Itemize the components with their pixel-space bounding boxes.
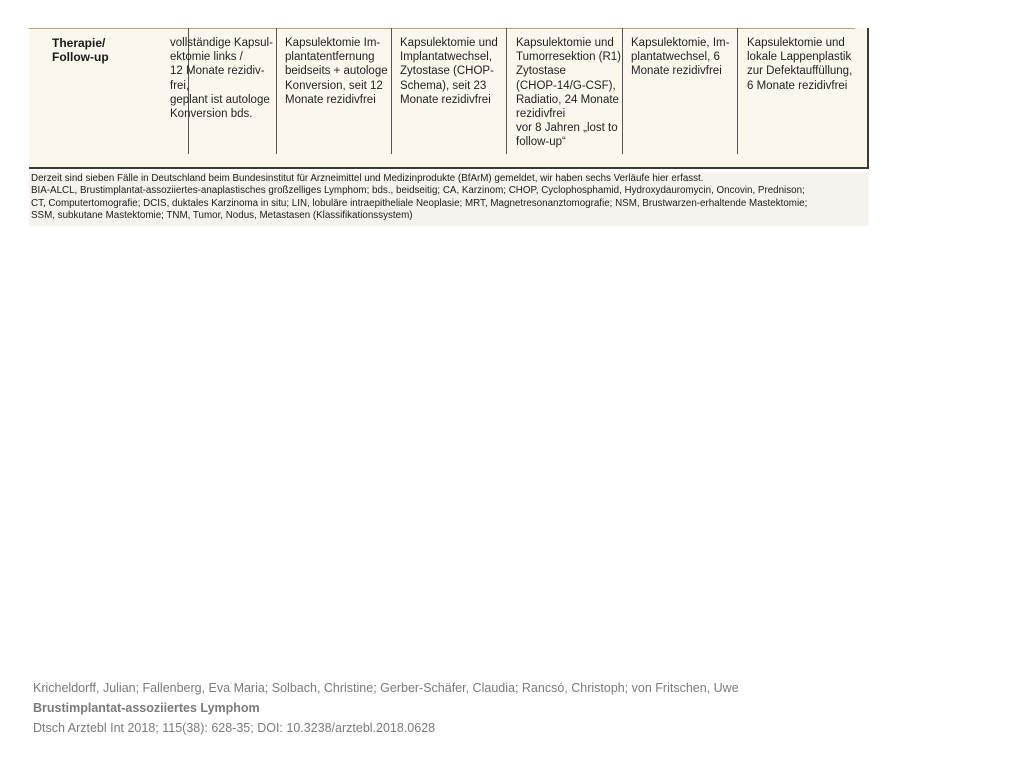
table-cell-case-2: Kapsulektomie Im- plantatentfernung beidseits + autologe Konversion, seit 12 Monate rezidivfrei (285, 37, 388, 106)
footnote-line: BIA-ALCL, Brustimplantat-assoziiertes-anaplastisches großzelliges Lymphom; bds., beidseitig; CA, Karzinom; CHOP, Cyclophosphamid, Hydroxydauromycin, Oncovin, Prednison; (31, 185, 805, 197)
table-cell-case-6: Kapsulektomie und lokale Lappenplastik zur Defektauffüllung, 6 Monate rezidivfrei (747, 37, 853, 92)
footnote-line: Derzeit sind sieben Fälle in Deutschland beim Bundesinstitut für Arzneimittel und Medizinprodukte (BfArM) gemeldet, wir haben sechs Verläufe hier erfasst. (31, 173, 704, 184)
row-header-therapie: Therapie/ Follow-up (52, 36, 109, 64)
column-divider (622, 28, 623, 154)
column-divider (276, 28, 277, 154)
therapy-table (29, 28, 869, 169)
column-divider (391, 28, 392, 154)
table-cell-case-3: Kapsulektomie und Implantatwechsel, Zytostase (CHOP- Schema), seit 23 Monate rezidivfrei (400, 37, 498, 106)
footnote-line: SSM, subkutane Mastektomie; TNM, Tumor, Nodus, Metastasen (Klassifikationssystem) (31, 210, 413, 222)
table-cell-case-5: Kapsulektomie, Im- plantatwechsel, 6 Monate rezidivfrei (631, 37, 730, 78)
citation-authors: Kricheldorff, Julian; Fallenberg, Eva Maria; Solbach, Christine; Gerber-Schäfer, Claudia; Rancsó, Christoph; von Fritschen, Uwe (33, 681, 739, 695)
citation (33, 678, 933, 738)
citation-title: Brustimplantat-assoziiertes Lymphom (33, 701, 260, 715)
column-divider (737, 28, 738, 154)
table-cell-case-1: vollständige Kapsul- ektomie links / 12 Monate rezidiv- frei, geplant ist autologe Konversion bds. (170, 37, 273, 121)
column-divider (506, 28, 507, 154)
table-cell-case-4: Kapsulektomie und Tumorresektion (R1) Zytostase (CHOP-14/G-CSF), Radiatio, 24 Monate rezidivfrei vor 8 Jahren „lost to follow-up“ (516, 37, 622, 149)
footnote-line: CT, Computertomografie; DCIS, duktales Karzinoma in situ; LIN, lobuläre intraepitheliale Neoplasie; MRT, Magnetresonanztomografie; NSM, Brustwarzen-erhaltende Mastektomie; (31, 197, 808, 209)
table-footnotes (29, 172, 869, 226)
citation-source: Dtsch Arztebl Int 2018; 115(38): 628-35; DOI: 10.3238/arztebl.2018.0628 (33, 721, 436, 735)
table-row-therapie (29, 28, 867, 154)
